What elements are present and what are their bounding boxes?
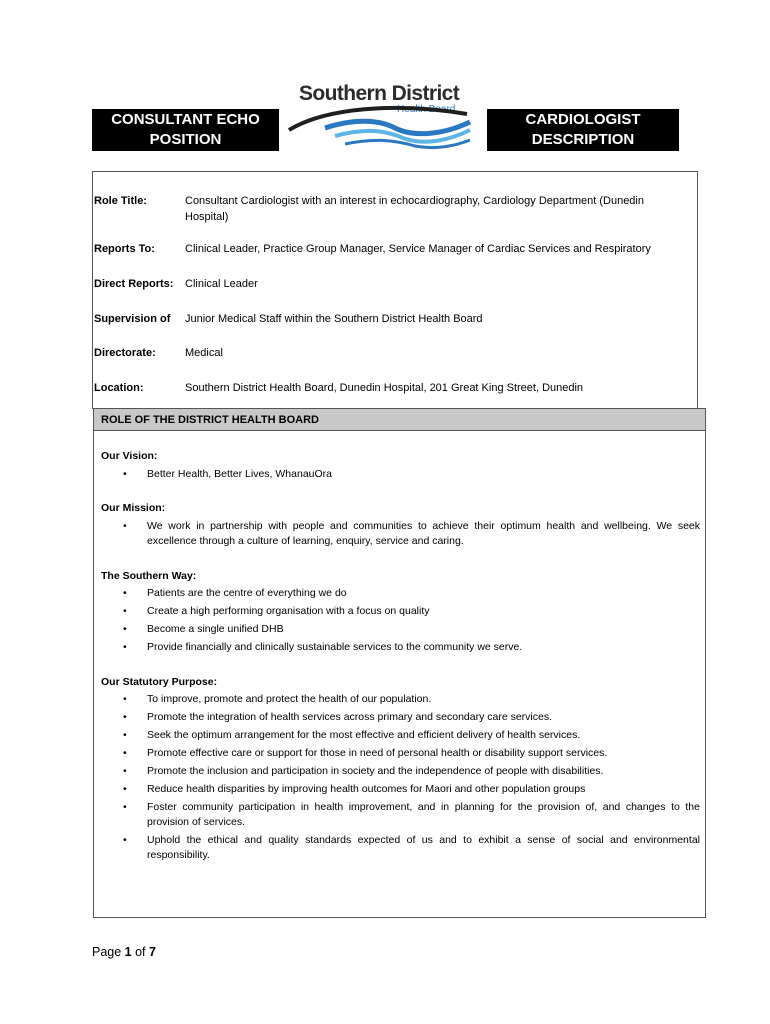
role-value: Medical — [185, 347, 223, 359]
role-value: Southern District Health Board, Dunedin Hospital, 201 Great King Street, Dunedin — [185, 382, 584, 394]
position-title-line2: POSITION — [149, 131, 222, 148]
statutory-purpose-heading: Our Statutory Purpose: — [101, 676, 218, 688]
district-health-board-section: ROLE OF THE DISTRICT HEALTH BOARD Our Vision: • Better Health, Better Lives, WhanauOra Our Mission: • We work in partnership with people and communities to achieve their optimum health and wellbeing. We seek excellence through a culture of learning, enquiry, service and caring. The Southern Way: • Patients are the centre of everything we do • Create a high performing organisation with a focus on quality • Become a single unified DHB • Provide financially and clinically sustainable services to the community we serve. Our Statutory Purpose: • To improve, promote and protect the health of our population. • Promote the integration of health services across primary and secondary care services. • Seek the optimum arrangement for the most effective and efficient delivery of health services. • Promote effective care or support for those in need of personal health or disability support services. • Promote the inclusion and participation in society and the independence of people with disabilities. • Reduce health disparities by improving health outcomes for Maori and other population groups • Foster community participation in health improvement, and in planning for the provision of, and changes to the provision of services. • Uphold the ethical and quality standards expected of us and to exhibit a sense of social and environmental responsibility. — [93, 408, 706, 918]
logo — [285, 82, 485, 152]
vision-heading: Our Vision: — [101, 450, 158, 462]
page-number: Page 1 of 7 — [92, 945, 156, 959]
description-title-box — [487, 109, 679, 151]
role-value: Clinical Leader, Practice Group Manager, Service Manager of Cardiac Services and Respiratory — [185, 243, 651, 255]
role-value: Consultant Cardiologist with an interest in echocardiography, Cardiology Department (Dunedin Hospital) — [185, 195, 644, 223]
mission-heading: Our Mission: — [101, 502, 166, 514]
total-pages: 7 — [149, 945, 156, 959]
wave-logo-icon — [285, 100, 485, 152]
role-details-table — [92, 171, 698, 409]
logo-title: Southern District — [299, 82, 460, 105]
position-title-box — [92, 109, 279, 151]
description-title-line2: DESCRIPTION — [531, 131, 635, 148]
role-label: Direct Reports: — [94, 278, 174, 290]
current-page: 1 — [124, 945, 132, 959]
southern-way-heading: The Southern Way: — [101, 570, 197, 582]
logo-subtitle: Health Board — [397, 104, 456, 115]
position-title-line1: CONSULTANT ECHO — [111, 111, 260, 128]
role-label: Role Title: — [94, 195, 147, 207]
role-value: Clinical Leader — [185, 278, 258, 290]
role-label: Directorate: — [94, 347, 156, 359]
description-title-line1: CARDIOLOGIST — [525, 111, 641, 128]
role-label: Reports To: — [94, 243, 155, 255]
section-title: ROLE OF THE DISTRICT HEALTH BOARD — [94, 409, 705, 431]
role-label: Supervision of — [94, 313, 171, 325]
role-label: Location: — [94, 382, 144, 394]
role-value: Junior Medical Staff within the Southern District Health Board — [185, 313, 483, 325]
